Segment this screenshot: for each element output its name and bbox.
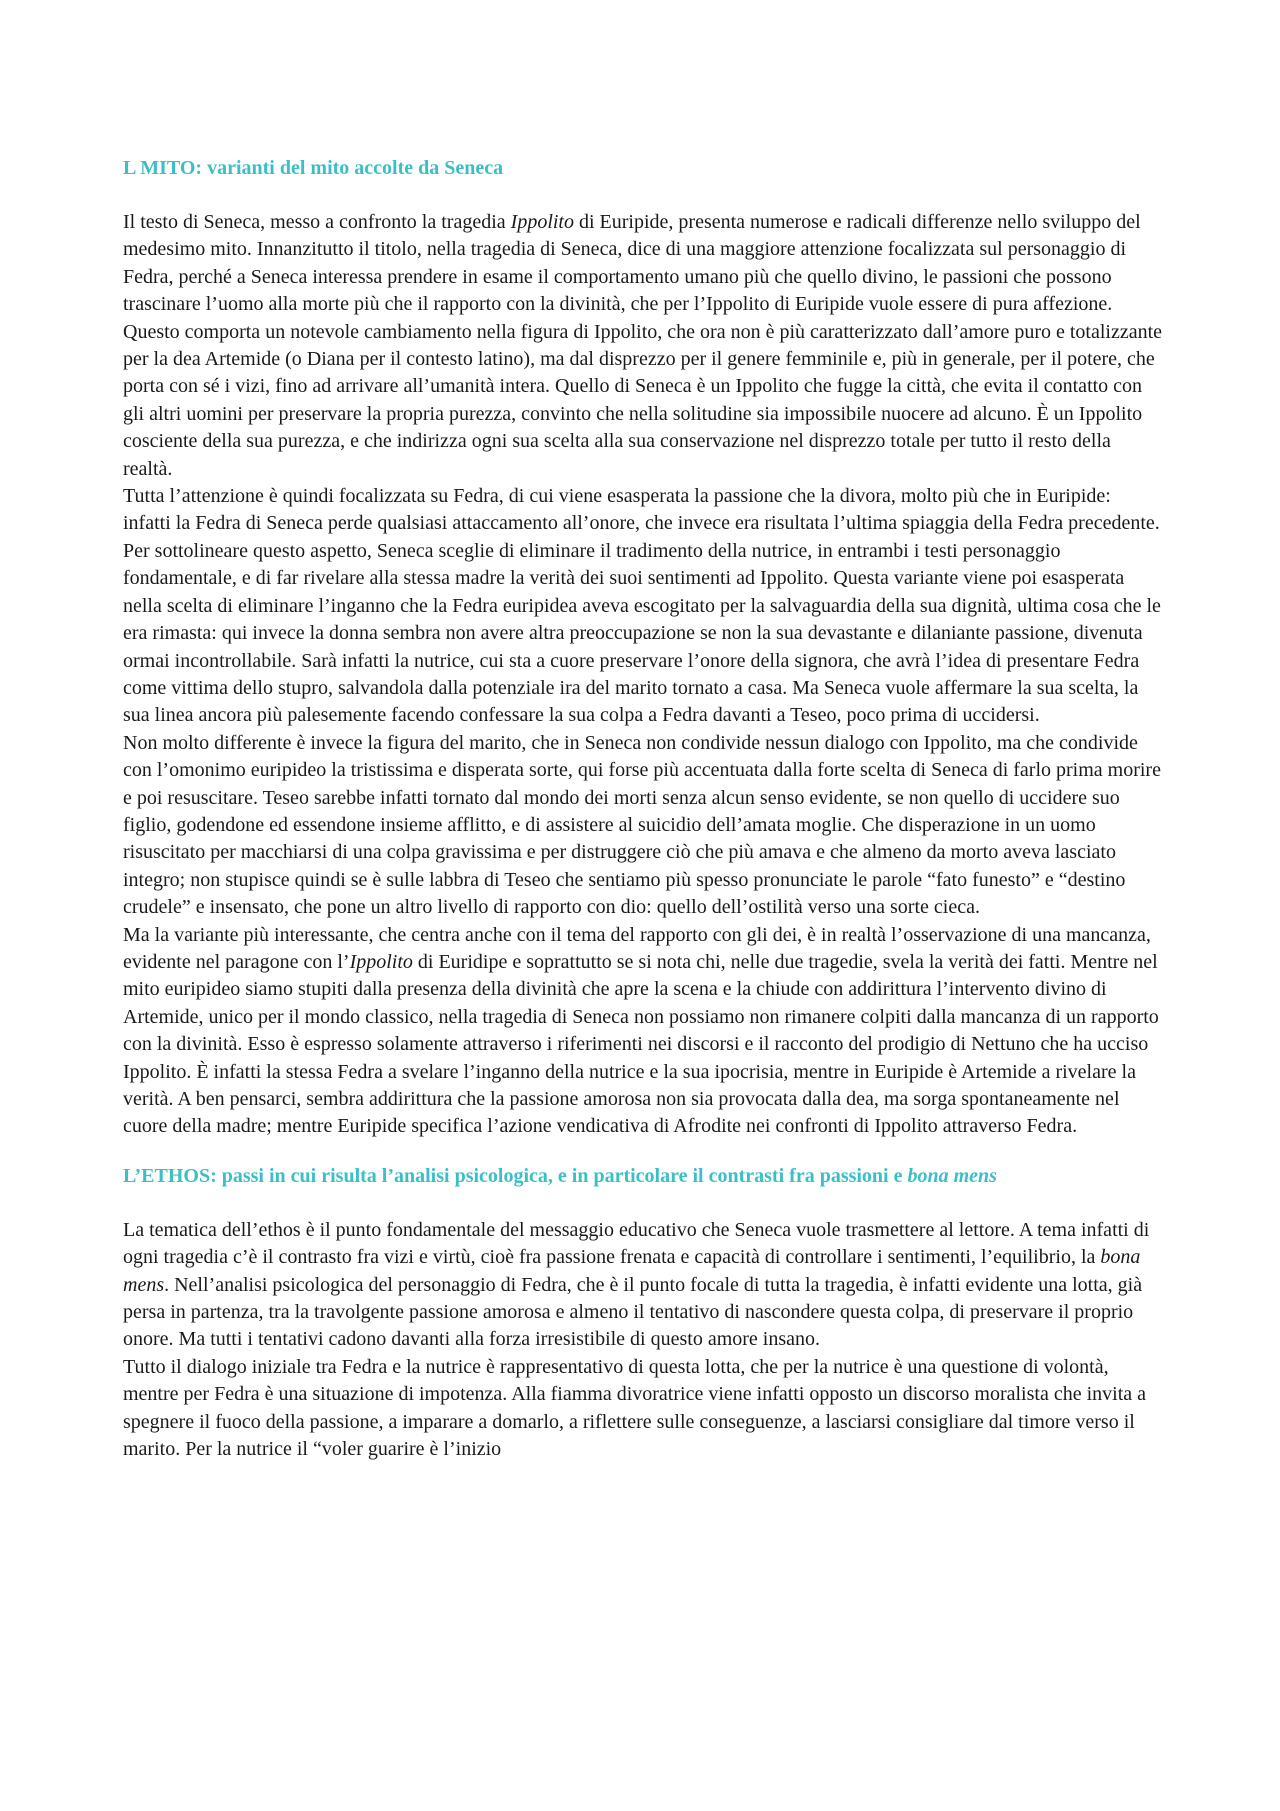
document-body <box>123 155 1163 1463</box>
section-spacer <box>123 1141 1163 1163</box>
section-heading-mito: L MITO: varianti del mito accolte da Seneca <box>123 157 504 179</box>
paragraph-variante: Ma la variante più interessante, che centra anche con il tema del rapporto con gli dei, è in realtà l’osservazione di una mancanza, evidente nel paragone con l’Ippolito di Euridipe e soprattutto se si nota chi, nelle due tragedie, svela la verità dei fatti. Mentre nel mito euripideo siamo stupiti dalla presenza della divinità che apre la scena e la chiude con addirittura l’intervento divino di Artemide, unico per il mondo classico, nella tragedia di Seneca non possiamo non rimanere colpiti dalla mancanza di un rapporto con la divinità. Esso è espresso solamente attraverso i riferimenti nei discorsi e il racconto del prodigio di Nettuno che ha ucciso Ippolito. È infatti la stessa Fedra a svelare l’inganno della nutrice e la sua ipocrisia, mentre in Euripide è Artemide a rivelare la verità. A ben pensarci, sembra addirittura che la passione amorosa non sia provocata dalla dea, ma sorga spontaneamente nel cuore della madre; mentre Euripide specifica l’azione vendicativa di Afrodite nei confronti di Ippolito attraverso Fedra. <box>123 923 1159 1138</box>
paragraph-teseo: Non molto differente è invece la figura del marito, che in Seneca non condivide nessun dialogo con Ippolito, ma che condivide con l’omonimo euripideo la tristissima e disperata sorte, qui forse più accentuata dalla forte scelta di Seneca di farlo prima morire e poi resuscitare. Teseo sarebbe infatti tornato dal mondo dei morti senza alcun senso evidente, se non quello di uccidere suo figlio, godendone ed essendone insieme afflitto, e di assistere al suicidio dell’amata moglie. Che disperazione in un uomo risuscitato per macchiarsi di una colpa gravissima e per distruggere ciò che più amava e che almeno da morto aveva lasciato integro; non stupisce quindi se è sulle labbra di Teseo che sentiamo più spesso pronunciate le parole “fato funesto” e “destino crudele” e insensato, che pone un altro livello di rapporto con dio: quello dell’ostilità verso una sorte cieca. <box>123 731 1161 919</box>
section-heading-ethos: L’ETHOS: passi in cui risulta l’analisi psicologica, e in particolare il contrasti fra passioni e bona mens <box>123 1164 997 1187</box>
paragraph-dialogo: Tutto il dialogo iniziale tra Fedra e la nutrice è rappresentativo di questa lotta, che per la nutrice è una questione di volontà, mentre per Fedra è una situazione di impotenza. Alla fiamma divoratrice viene infatti opposto un discorso moralista che invita a spegnere il fuoco della passione, a imparare a domarlo, a riflettere sulle conseguenze, a lasciarsi consigliare dal timore verso il marito. Per la nutrice il “voler guarire è l’inizio <box>123 1355 1147 1461</box>
paragraph-fedra: Tutta l’attenzione è quindi focalizzata su Fedra, di cui viene esasperata la passione che la divora, molto più che in Euripide: infatti la Fedra di Seneca perde qualsiasi attaccamento all’onore, che invece era risultata l’ultima spiaggia della Fedra precedente. Per sottolineare questo aspetto, Seneca sceglie di eliminare il tradimento della nutrice, in entrambi i testi personaggio fondamentale, e di far rivelare alla stessa madre la verità dei suoi sentimenti ad Ippolito. Questa variante viene poi esasperata nella scelta di eliminare l’inganno che la Fedra euripidea aveva escogitato per la salvaguardia della sua dignità, ultima cosa che le era rimasta: qui invece la donna sembra non avere altra preoccupazione se non la sua devastante e dilaniante passione, divenuta ormai incontrollabile. Sarà infatti la nutrice, cui sta a cuore preservare l’onore della signora, che avrà l’idea di presentare Fedra come vittima dello stupro, salvandola dalla potenziale ira del marito tornato a casa. Ma Seneca vuole affermare la sua scelta, la sua linea ancora più palesemente facendo confessare la sua colpa a Fedra davanti a Teseo, poco prima di uccidersi. <box>123 485 1161 727</box>
paragraph-ethos: La tematica dell’ethos è il punto fondamentale del messaggio educativo che Seneca vuole trasmettere al lettore. A tema infatti di ogni tragedia c’è il contrasto fra vizi e virtù, cioè fra passione frenata e capacità di controllare i sentimenti, l’equilibrio, la bona mens. Nell’analisi psicologica del personaggio di Fedra, che è il punto focale di tutta la tragedia, è infatti evidente una lotta, già persa in partenza, tra la travolgente passione amorosa e almeno il tentativo di nascondere questa colpa, di preservare il proprio onore. Ma tutti i tentativi cadono davanti alla forza irresistibile di questo amore insano. <box>123 1218 1150 1351</box>
paragraph-intro: Il testo di Seneca, messo a confronto la tragedia Ippolito di Euripide, presenta numerose e radicali differenze nello sviluppo del medesimo mito. Innanzitutto il titolo, nella tragedia di Seneca, dice di una maggiore attenzione focalizzata sul personaggio di Fedra, perché a Seneca interessa prendere in esame il comportamento umano più che quello divino, le passioni che possono trascinare l’uomo alla morte più che il rapporto con la divinità, che per l’Ippolito di Euripide vuole essere di pura affezione. Questo comporta un notevole cambiamento nella figura di Ippolito, che ora non è più caratterizzato dall’amore puro e totalizzante per la dea Artemide (o Diana per il contesto latino), ma dal disprezzo per il genere femminile e, più in generale, per il potere, che porta con sé i vizi, fino ad arrivare all’umanità intera. Quello di Seneca è un Ippolito che fugge la città, che evita il contatto con gli altri uomini per preservare la propria purezza, convinto che nella solitudine sia impossibile nuocere ad alcuno. È un Ippolito cosciente della sua purezza, e che indirizza ogni sua scelta alla sua conservazione nel disprezzo totale per tutto il resto della realtà. <box>123 211 1163 480</box>
